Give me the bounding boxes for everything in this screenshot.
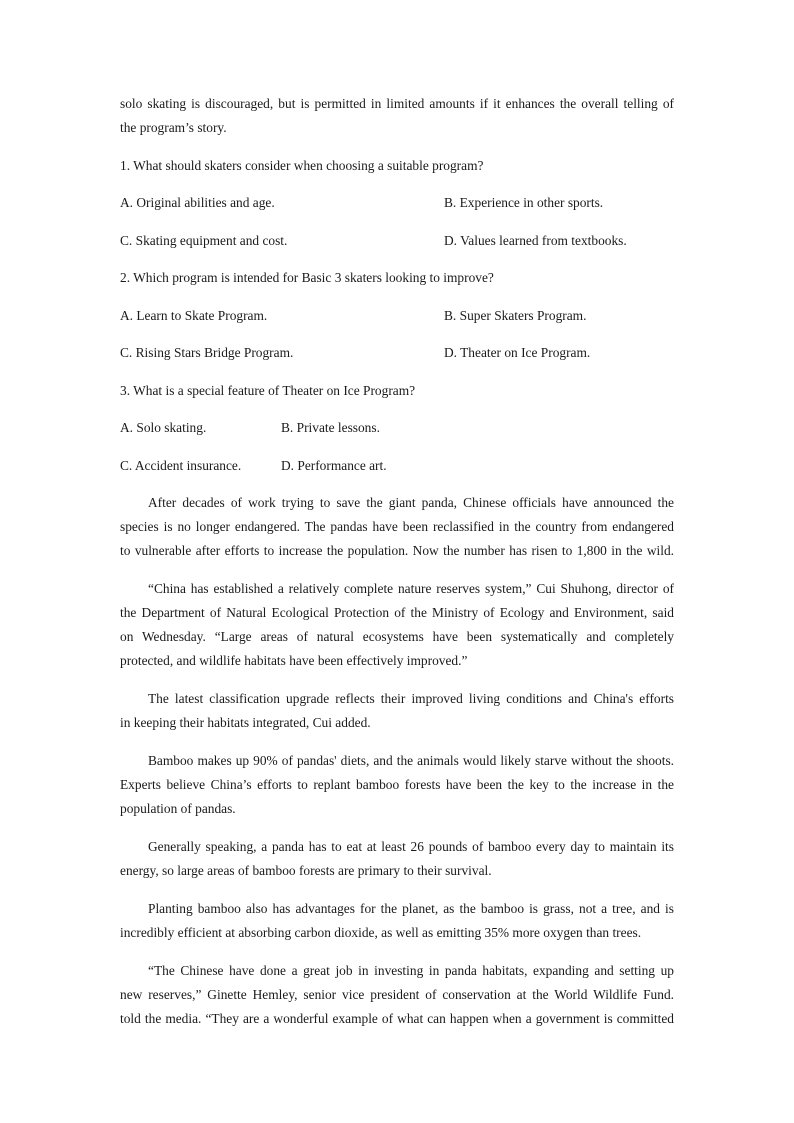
passage-line: “The Chinese have done a great job in investing in panda habitats, expanding and setting up	[148, 963, 674, 978]
passage-line: Planting bamboo also has advantages for the planet, as the bamboo is grass, not a tree, and is	[148, 901, 674, 916]
question-stem: 1. What should skaters consider when choosing a suitable program?	[120, 158, 484, 173]
passage-line: energy, so large areas of bamboo forests are primary to their survival.	[120, 863, 492, 878]
passage-line: Bamboo makes up 90% of pandas' diets, and the animals would likely starve without the shoots.	[148, 753, 674, 768]
option-d: D. Performance art.	[281, 458, 387, 473]
option-c: C. Accident insurance.	[120, 458, 242, 473]
option-row	[120, 419, 674, 437]
option-c: C. Skating equipment and cost.	[120, 233, 288, 248]
option-d: D. Values learned from textbooks.	[444, 233, 627, 248]
option-d: D. Theater on Ice Program.	[444, 345, 591, 360]
passage-line: After decades of work trying to save the giant panda, Chinese officials have announced the	[148, 495, 674, 510]
option-b: B. Super Skaters Program.	[444, 308, 587, 323]
option-row	[120, 194, 674, 212]
passage-line: new reserves,” Ginette Hemley, senior vice president of conservation at the World Wildlife Fund.	[120, 987, 674, 1002]
passage-line: “China has established a relatively complete nature reserves system,” Cui Shuhong, director of	[148, 581, 674, 596]
intro-line: the program’s story.	[120, 120, 227, 135]
passage-line: species is no longer endangered. The pandas have been reclassified in the country from endangered	[120, 519, 674, 534]
passage-line: on Wednesday. “Large areas of natural ecosystems have been systematically and completely	[120, 629, 674, 644]
passage-line: population of pandas.	[120, 801, 236, 816]
option-a: A. Learn to Skate Program.	[120, 308, 268, 323]
option-a: A. Solo skating.	[120, 420, 207, 435]
passage-line: the Department of Natural Ecological Protection of the Ministry of Ecology and Environment, said	[120, 605, 674, 620]
option-row	[120, 344, 674, 362]
passage-line: told the media. “They are a wonderful example of what can happen when a government is committed	[120, 1011, 674, 1026]
passage-line: Experts believe China’s efforts to replant bamboo forests have been the key to the increase in the	[120, 777, 674, 792]
option-row	[120, 307, 674, 325]
option-a: A. Original abilities and age.	[120, 195, 275, 210]
option-b: B. Private lessons.	[281, 420, 380, 435]
option-row	[120, 457, 674, 475]
passage-line: incredibly efficient at absorbing carbon dioxide, as well as emitting 35% more oxygen than trees.	[120, 925, 642, 940]
option-b: B. Experience in other sports.	[444, 195, 604, 210]
intro-line: solo skating is discouraged, but is permitted in limited amounts if it enhances the overall telling of	[120, 96, 674, 111]
question-stem: 2. Which program is intended for Basic 3 skaters looking to improve?	[120, 270, 494, 285]
option-row	[120, 232, 674, 250]
passage-line: to vulnerable after efforts to increase the population. Now the number has risen to 1,800 in the wild.	[120, 543, 674, 558]
passage-line: in keeping their habitats integrated, Cui added.	[120, 715, 371, 730]
option-c: C. Rising Stars Bridge Program.	[120, 345, 294, 360]
passage-line: The latest classification upgrade reflects their improved living conditions and China's efforts	[148, 691, 674, 706]
question-stem: 3. What is a special feature of Theater on Ice Program?	[120, 383, 416, 398]
passage-line: protected, and wildlife habitats have been effectively improved.”	[120, 653, 468, 668]
passage-line: Generally speaking, a panda has to eat at least 26 pounds of bamboo every day to maintain its	[148, 839, 674, 854]
